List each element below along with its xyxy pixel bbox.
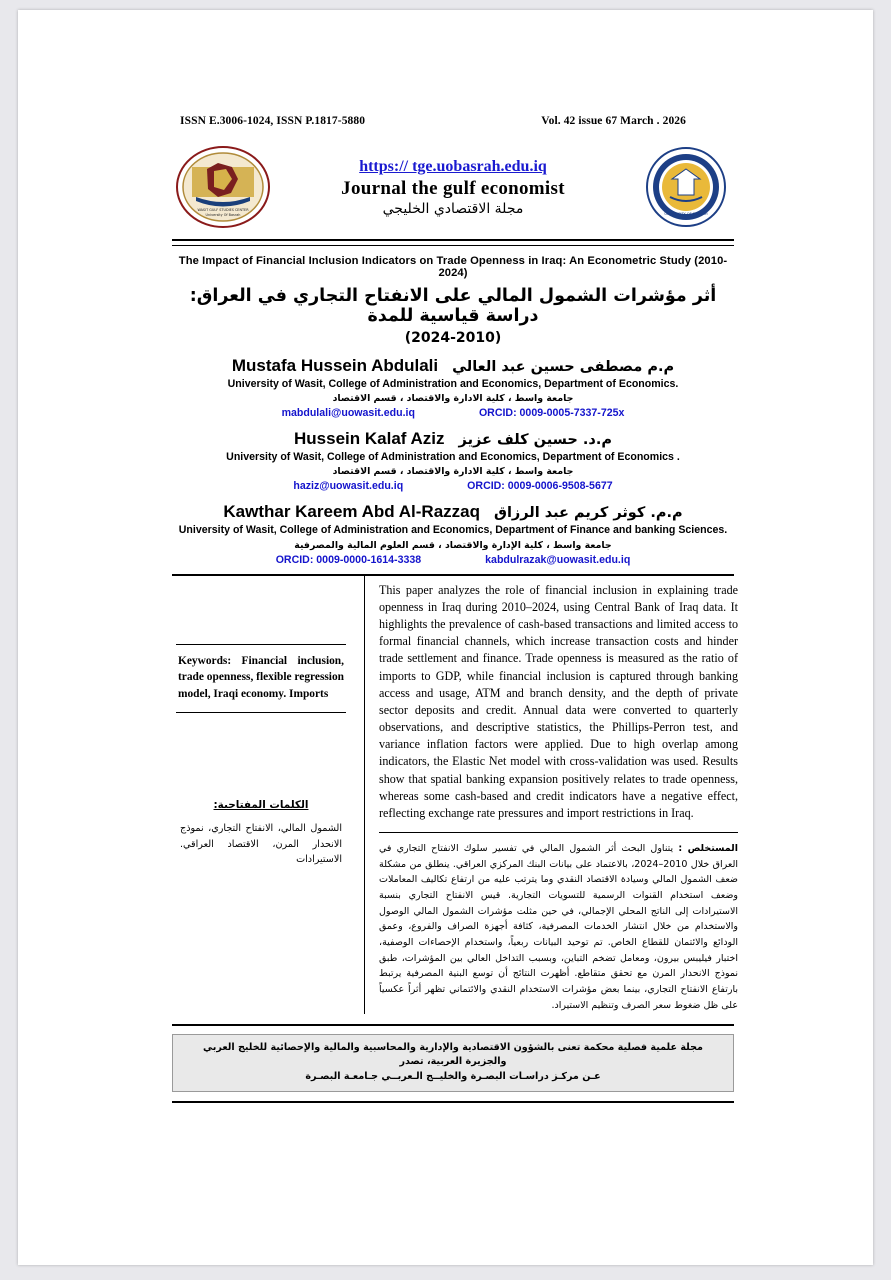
- keywords-column: [168, 576, 364, 1014]
- journal-title-ar: مجلة الاقتصادي الخليجي: [382, 200, 524, 217]
- author-affiliation-ar: جامعة واسط ، كلية الإدارة والاقتصاد ، قسم العلوم المالية والمصرفية: [294, 539, 612, 551]
- journal-masthead: [168, 141, 738, 233]
- volume-issue-text: Vol. 42 issue 67 March . 2026: [541, 115, 686, 127]
- university-of-basrah-logo-icon: [634, 145, 732, 229]
- author-block: [168, 429, 738, 492]
- keywords-text-ar: الشمول المالي، الانفتاح التجاري، نموذج الانحدار المرن، الاقتصاد العراقي. الاستيرادات: [180, 823, 342, 865]
- issn-text: ISSN E.3006-1024, ISSN P.1817-5880: [180, 115, 366, 127]
- keywords-label-en: Keywords:: [178, 654, 232, 667]
- abstract-label-ar: المستخلص :: [678, 843, 738, 855]
- author-name-ar: م.د. حسين كلف عزيز: [458, 432, 612, 449]
- abstract-vertical-divider: [364, 576, 365, 1014]
- author-name-en: Kawthar Kareem Abd Al-Razzaq: [223, 502, 480, 522]
- author-block: [168, 502, 738, 565]
- footer-line-2: عـن مركـز دراسـات البصـرة والخليــج الـعربــي جـامعـة البصـرة: [305, 1071, 601, 1083]
- masthead-divider: [172, 239, 734, 241]
- article-title-en: The Impact of Financial Inclusion Indicators on Trade Openness in Iraq: An Econometric Study (2010-2024): [178, 255, 728, 279]
- author-orcid: ORCID: 0009-0006-9508-5677: [467, 480, 613, 493]
- author-affiliation-ar: جامعة واسط ، كلية الادارة والاقتصاد ، قسم الاقتصاد: [332, 393, 574, 405]
- author-email-link[interactable]: haziz@uowasit.edu.iq: [293, 480, 404, 493]
- svg-text:WASIT GULF STUDIES CENTER: WASIT GULF STUDIES CENTER: [197, 208, 249, 212]
- author-name-en: Hussein Kalaf Aziz: [294, 429, 445, 449]
- footer-line-1: مجلة علمية فصلية محكمة تعنى بالشؤون الاقتصادية والإدارية والمحاسبية والمالية والإحصائية للخليج العربي والجزيرة العربية، تصدر: [203, 1041, 703, 1068]
- abstract-ar-block: [379, 833, 738, 1013]
- author-orcid: ORCID: 0009-0000-1614-3338: [275, 553, 422, 566]
- keywords-text-en: Financial inclusion, trade openness, flexible regression model, Iraqi economy. Imports: [178, 654, 344, 700]
- keywords-divider-bottom: [176, 712, 346, 713]
- footer-divider-top: [172, 1024, 734, 1026]
- svg-text:University Of Basrah: University Of Basrah: [205, 213, 241, 217]
- footer-divider-bottom: [172, 1101, 734, 1103]
- author-affiliation-en: University of Wasit, College of Administration and Economics, Department of Finance and banking Sciences.: [178, 524, 728, 537]
- svg-text:UNIVERSITY OF BASRAH: UNIVERSITY OF BASRAH: [664, 212, 708, 216]
- article-content: [168, 115, 738, 1103]
- article-title-years: (2024-2010): [404, 330, 502, 346]
- journal-header-line: [168, 115, 738, 127]
- author-email-link[interactable]: mabdulali@uowasit.edu.iq: [281, 407, 415, 420]
- author-name-ar: م.م. كوثر كريم عبد الرزاق: [494, 505, 683, 522]
- abstract-text-en: This paper analyzes the role of financial inclusion in explaining trade openness in Iraq during 2010–2024, using Central Bank of Iraq data. It highlights the prevalence of cash-based transactions and limited access to formal financial channels, which increase transaction costs and hinder trade settlement and finance. Trade openness is measured as the ratio of imports to GDP, while financial inclusion is captured through banking access and usage, ATM and branch density, and the depth of private sector deposits and credit. Annual data were converted to quarterly observations, and descriptive statistics, the Phillips-Perron test, and variance inflation factors were applied. Due to high overlap among indicators, the Elastic Net model with cross-validation was used. Results show that spatial banking expansion positively relates to trade openness, whereas some cash-based and credit indicators have a negative effect, reflecting exchange rate pressures and import restrictions in Iraq.: [379, 582, 738, 820]
- journal-title-en: Journal the gulf economist: [341, 177, 565, 199]
- article-title-ar: أثر مؤشرات الشمول المالي على الانفتاح التجاري في العراق: دراسة قياسية للمدة: [189, 286, 717, 326]
- journal-footer-note: [172, 1034, 734, 1093]
- author-contact-row: [168, 480, 738, 492]
- author-orcid: ORCID: 0009-0005-7337-725x: [478, 407, 625, 420]
- author-contact-row: [168, 407, 738, 419]
- author-name-row: [168, 429, 738, 449]
- keywords-en: [168, 645, 354, 703]
- journal-url-link[interactable]: https:// tge.uobasrah.edu.iq: [359, 157, 547, 175]
- author-affiliation-ar: جامعة واسط ، كلية الادارة والاقتصاد ، قسم الاقتصاد: [332, 466, 574, 478]
- keywords-label-ar: الكلمات المفتاحية:: [213, 799, 309, 812]
- abstract-section: [168, 576, 738, 1014]
- document-page: [18, 10, 873, 1265]
- abstract-column: [373, 576, 738, 1014]
- university-of-wasit-logo-icon: [174, 145, 272, 229]
- author-affiliation-en: University of Wasit, College of Administration and Economics, Department of Economics.: [227, 378, 679, 390]
- author-affiliation-en: University of Wasit, College of Administration and Economics, Department of Economics .: [226, 451, 680, 464]
- author-name-row: [168, 356, 738, 376]
- author-contact-row: [168, 554, 738, 566]
- masthead-center: [272, 158, 634, 217]
- author-email-link[interactable]: kabdulrazak@uowasit.edu.iq: [485, 553, 631, 566]
- author-block: [168, 356, 738, 419]
- abstract-text-ar: يتناول البحث أثر الشمول المالي في تفسير سلوك الانفتاح التجاري في العراق خلال 2010–2024، بالاعتماد على بيانات البنك المركزي العراقي. ينطلق من مشكلة ضعف الشمول المالي وسيادة الاقتصاد النقدي وما يترتب عليه من ارتفاع تكاليف المعاملات وضعف استخدام القنوات الرسمية للتسويات التجارية. قيس الانفتاح التجاري بنسبة الاستيرادات إلى الناتج المحلي الإجمالي، في حين مثلت مؤشرات الشمول المالي الوصول والاستخدام من خلال انتشار الخدمات المصرفية، كثافة أجهزة الصراف والفروع، وعمق الودائع والائتمان للقطاع الخاص. تم توحيد البيانات ربعياً، واستخدام الإحصاءات الوصفية، اختبار فيليبس بيرون، ومعامل تضخم التباين، وبسبب التداخل العالي بين المؤشرات، طبق نموذج الانحدار المرن مع تحقق متقاطع. أظهرت النتائج أن توسع البنية المصرفية يرتبط بارتفاع الانفتاح التجاري، بينما بعض مؤشرات الاستخدام النقدي والائتماني تظهر أثراً عكسياً على ظل ضغوط سعر الصرف وتنظيم الاستيراد.: [379, 843, 738, 1011]
- author-name-row: [168, 502, 738, 522]
- author-name-en: Mustafa Hussein Abdulali: [231, 356, 439, 375]
- author-name-ar: م.م مصطفى حسين عبد العالي: [452, 359, 675, 375]
- masthead-divider-thin: [172, 245, 734, 246]
